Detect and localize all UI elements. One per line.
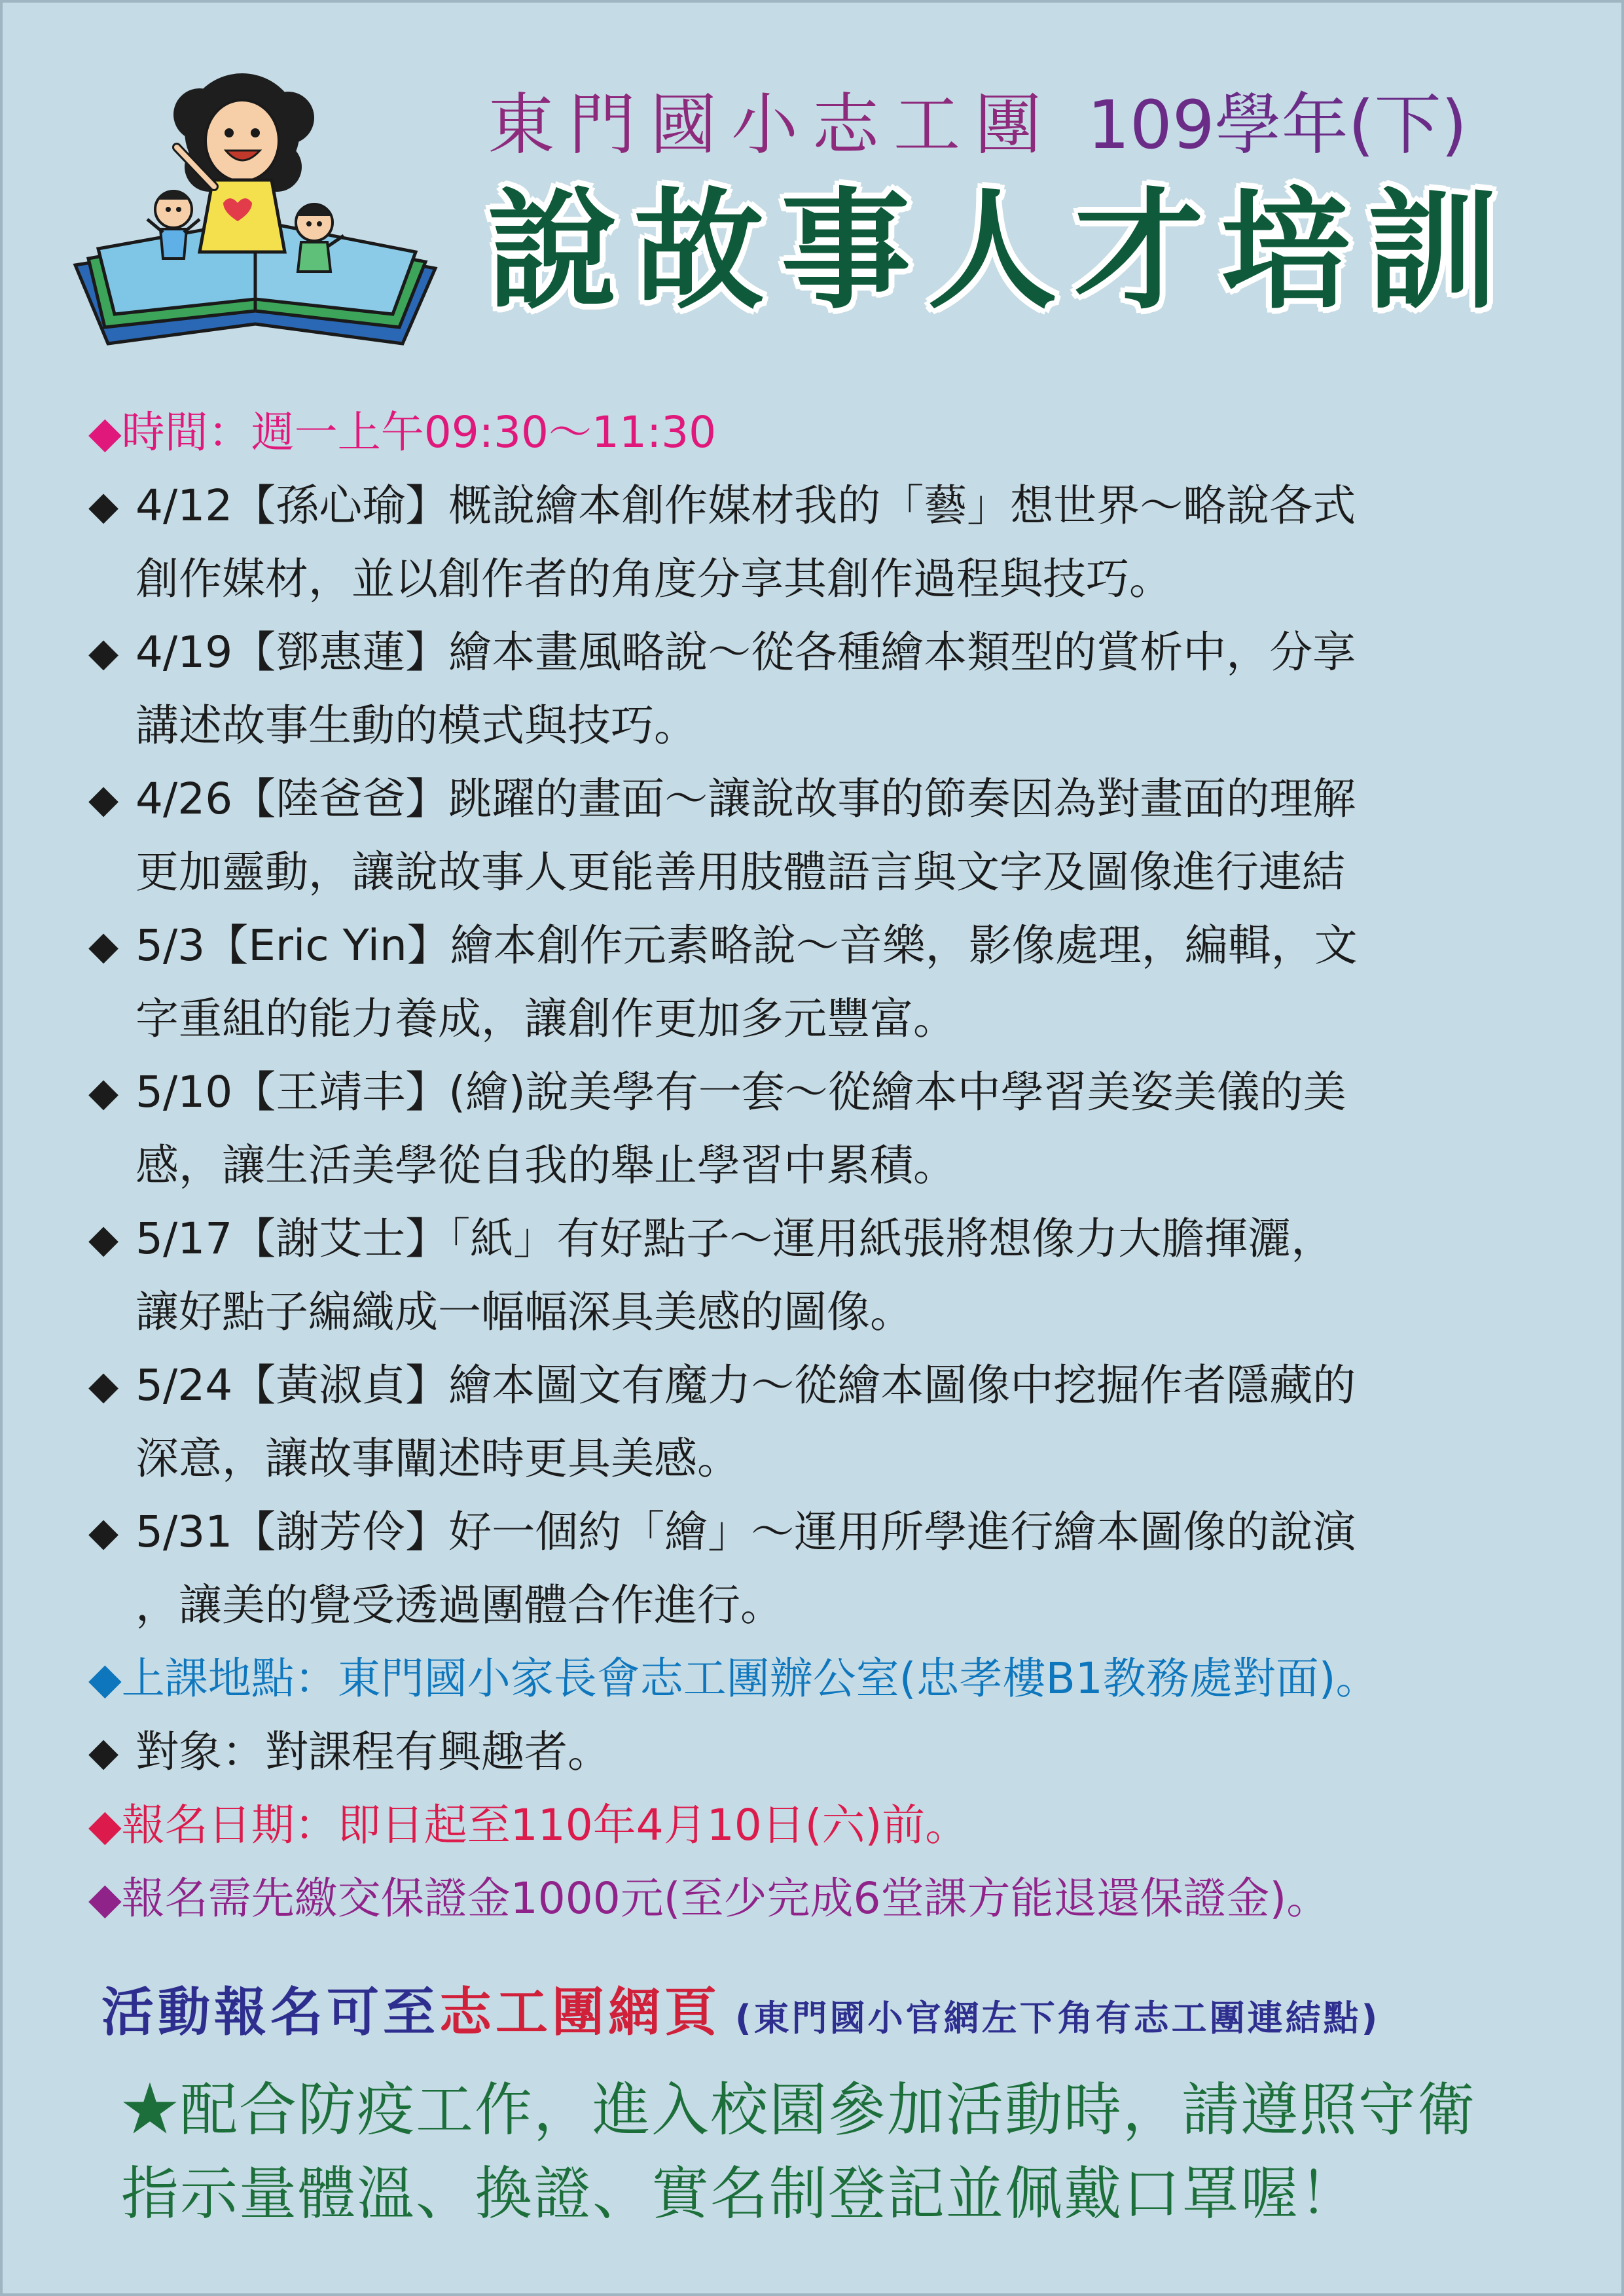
diamond-bullet-icon: ◆ — [88, 483, 119, 529]
epidemic-notice — [121, 2068, 1561, 2236]
signup-note: (東門國小官網左下角有志工團連結點) — [735, 1998, 1380, 2039]
session-item — [88, 469, 1561, 616]
session-line-1: 5/3【Eric Yin】繪本創作元素略說～音樂，影像處理，編輯，文 — [135, 920, 1358, 971]
session-line-1: 5/17【謝艾士】「紙」有好點子～運用紙張將想像力大膽揮灑， — [135, 1213, 1335, 1264]
session-item — [88, 616, 1561, 762]
audience-item — [88, 1715, 1561, 1789]
session-line-1: 4/12【孫心瑜】概說繪本創作媒材我的「藝」想世界～略說各式 — [135, 480, 1356, 531]
session-line-1: 5/24【黃淑貞】繪本圖文有魔力～從繪本圖像中挖掘作者隱藏的 — [135, 1360, 1356, 1410]
location-line: ◆上課地點：東門國小家長會志工團辦公室(忠孝樓B1教務處對面)。 — [88, 1653, 1379, 1704]
session-line-2: 感，讓生活美學從自我的舉止學習中累積。 — [135, 1140, 956, 1191]
session-line-2: 創作媒材，並以創作者的角度分享其創作過程與技巧。 — [135, 554, 1172, 604]
session-item — [88, 1056, 1561, 1202]
schedule-section — [88, 396, 1561, 1935]
registration-date-line: ◆報名日期：即日起至110年4月10日(六)前。 — [88, 1800, 969, 1850]
session-line-2: 講述故事生動的模式與技巧。 — [135, 700, 697, 751]
diamond-bullet-icon: ◆ — [88, 1729, 119, 1775]
org-line — [488, 72, 1467, 164]
volunteer-webpage-link: 志工團網頁 — [439, 1982, 721, 2043]
session-line-1: 4/26【陸爸爸】跳躍的畫面～讓說故事的節奏因為對畫面的理解 — [135, 774, 1356, 824]
time-line: ◆時間：週一上午09:30～11:30 — [88, 407, 717, 457]
diamond-bullet-icon: ◆ — [88, 776, 119, 822]
session-line-2: 讓好點子編織成一幅幅深具美感的圖像。 — [135, 1287, 913, 1337]
session-line-1: 5/10【王靖丰】(繪)說美學有一套～從繪本中學習美姿美儀的美 — [135, 1067, 1346, 1117]
session-line-1: 5/31【謝芳伶】好一個約「繪」～運用所學進行繪本圖像的說演 — [135, 1507, 1356, 1557]
session-item — [88, 1496, 1561, 1642]
notice-line-2: 指示量體溫、換證、實名制登記並佩戴口罩喔！ — [121, 2160, 1359, 2227]
deposit-line: ◆報名需先繳交保證金1000元(至少完成6堂課方能退還保證金)。 — [88, 1873, 1330, 1924]
storybook-logo-illustration — [69, 69, 442, 357]
notice-line-1: ★配合防疫工作，進入校園參加活動時，請遵照守衛 — [121, 2076, 1477, 2144]
session-item — [88, 1202, 1561, 1349]
session-line-2: 深意，讓故事闡述時更具美感。 — [135, 1433, 740, 1484]
diamond-bullet-icon: ◆ — [88, 630, 119, 675]
audience-line: 對象：對課程有興趣者。 — [135, 1727, 611, 1777]
diamond-bullet-icon: ◆ — [88, 1069, 119, 1115]
signup-prefix: 活動報名可至 — [101, 1982, 439, 2043]
academic-term: 109學年(下) — [1087, 86, 1468, 164]
session-line-2: 更加靈動，讓說故事人更能善用肢體語言與文字及圖像進行連結 — [135, 847, 1345, 897]
org-name: 東門國小志工團 — [488, 86, 1056, 164]
session-item — [88, 909, 1561, 1056]
session-item — [88, 1349, 1561, 1496]
session-line-1: 4/19【鄧惠蓮】繪本畫風略說～從各種繪本類型的賞析中，分享 — [135, 627, 1356, 677]
main-title: 說故事人才培訓 — [488, 175, 1514, 327]
diamond-bullet-icon: ◆ — [88, 1363, 119, 1408]
session-line-2: ，讓美的覺受透過團體合作進行。 — [135, 1580, 784, 1630]
diamond-bullet-icon: ◆ — [88, 1509, 119, 1555]
diamond-bullet-icon: ◆ — [88, 923, 119, 969]
diamond-bullet-icon: ◆ — [88, 1216, 119, 1262]
signup-line — [101, 1970, 1380, 2045]
session-item — [88, 762, 1561, 909]
session-line-2: 字重組的能力養成，讓創作更加多元豐富。 — [135, 994, 956, 1044]
